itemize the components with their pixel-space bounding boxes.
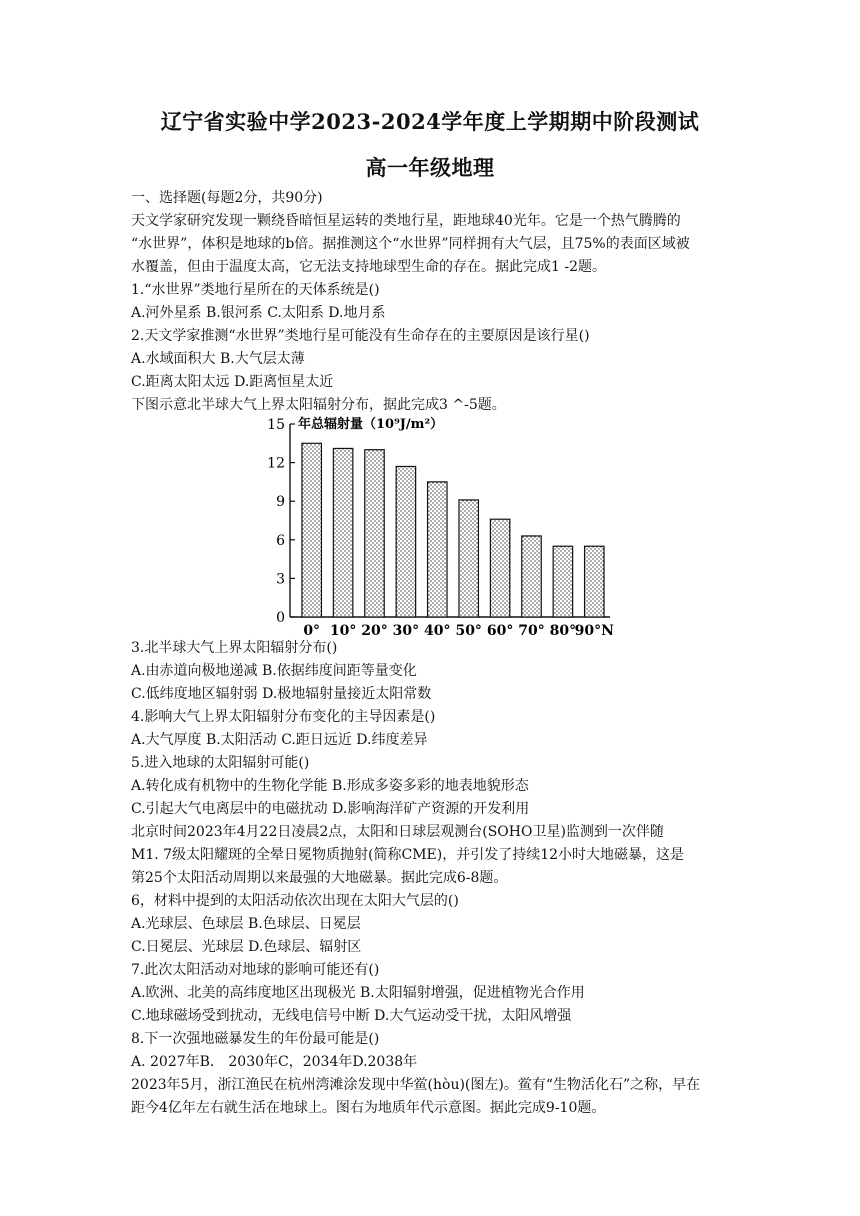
bar: [333, 448, 352, 617]
x-tick-label: 90°N: [574, 623, 614, 637]
document-subtitle: 高一年级地理: [365, 155, 495, 180]
y-tick-label: 9: [276, 494, 285, 511]
bar: [459, 500, 478, 617]
bar: [428, 482, 447, 617]
options-1: A.河外星系 B.银河系 C.太阳系 D.地月系: [131, 305, 386, 321]
question-block-2: [131, 637, 741, 1120]
x-tick-label: 20°: [361, 623, 388, 637]
text-line: 2023年5月，浙江渔民在杭州湾滩涂发现中华鲎(hòu)(图左)。鲎有“生物活化石”之称，早在: [131, 1077, 701, 1093]
options-6b: C.日冕层、光球层 D.色球层、辐射区: [131, 939, 362, 955]
y-tick-label: 0: [276, 610, 285, 626]
x-tick-label: 40°: [424, 623, 451, 637]
chart-title: 年总辐射量（10⁹J/m²）: [298, 417, 444, 432]
question-8: 8.下一次强地磁暴发生的年份最可能是(): [131, 1031, 380, 1047]
question-3: 3.北半球大气上界太阳辐射分布(): [131, 640, 338, 656]
options-5b: C.引起大气电离层中的电磁扰动 D.影响海洋矿产资源的开发利用: [131, 801, 530, 817]
question-5: 5.进入地球的太阳辐射可能(): [131, 755, 310, 771]
y-tick-label: 15: [267, 417, 285, 433]
y-tick-label: 6: [276, 532, 285, 549]
text-line: 天文学家研究发现一颗绕昏暗恒星运转的类地行星，距地球40光年。它是一个热气腾腾的: [131, 213, 681, 229]
x-tick-label: 80°: [549, 623, 577, 637]
text-line: M1. 7级太阳耀斑的全晕日冕物质抛射(简称CME)，并引发了持续12小时大地磁暴，这是: [131, 847, 685, 863]
options-2b: C.距离太阳太远 D.距离恒星太近: [131, 374, 334, 390]
options-3b: C.低纬度地区辐射弱 D.极地辐射量接近太阳常数: [131, 686, 432, 702]
question-1: 1.“水世界”类地行星所在的天体系统是(): [131, 282, 380, 298]
question-6: 6，材料中提到的太阳活动依次出现在太阳大气层的(): [131, 893, 459, 909]
x-tick-label: 50°: [455, 623, 482, 637]
bar: [396, 466, 415, 617]
options-6a: A.光球层、色球层 B.色球层、日冕层: [131, 916, 361, 932]
bar: [490, 519, 509, 617]
text-line: “水世界”，体积是地球的b倍。据推测这个“水世界”同样拥有大气层，且75%的表面区域被: [131, 236, 690, 252]
section-header: 一、选择题(每题2分，共90分): [131, 190, 323, 206]
x-tick-label: 60°: [486, 623, 514, 637]
question-2: 2.天文学家推测“水世界”类地行星可能没有生命存在的主要原因是该行星(): [131, 328, 590, 344]
y-tick-label: 3: [276, 571, 285, 588]
options-7a: A.欧洲、北美的高纬度地区出现极光 B.太阳辐射增强，促进植物光合作用: [131, 985, 585, 1001]
options-7b: C.地球磁场受到扰动，无线电信号中断 D.大气运动受干扰，太阳风增强: [131, 1008, 572, 1024]
text-line: 北京时间2023年4月22日凌晨2点，太阳和日球层观测台(SOHO卫星)监测到一次伴随: [131, 824, 664, 840]
x-tick-label: 0°: [303, 623, 321, 637]
text-line: 水覆盖，但由于温度太高，它无法支持地球型生命的存在。据此完成1 -2题。: [131, 259, 606, 275]
y-tick-label: 12: [267, 455, 285, 472]
question-7: 7.此次太阳活动对地球的影响可能还有(): [131, 962, 380, 978]
bar: [302, 443, 321, 617]
options-2a: A.水域面积大 B.大气层太薄: [131, 351, 305, 367]
solar-radiation-bar-chart: [250, 412, 620, 637]
x-tick-label: 30°: [392, 623, 420, 637]
question-4: 4.影响大气上界太阳辐射分布变化的主导因素是(): [131, 709, 436, 725]
chart-intro: 下图示意北半球大气上界太阳辐射分布，据此完成3 ^-5题。: [131, 397, 506, 413]
options-8: A. 2027年B． 2030年C，2034年D.2038年: [131, 1054, 418, 1070]
text-line: 距今4亿年左右就生活在地球上。图右为地质年代示意图。据此完成9-10题。: [131, 1100, 606, 1116]
bar: [522, 536, 541, 617]
document-title: 辽宁省实验中学2023-2024学年度上学期期中阶段测试: [160, 109, 700, 134]
options-5a: A.转化成有机物中的生物化学能 B.形成多姿多彩的地表地貌形态: [131, 778, 529, 794]
bar: [553, 546, 572, 617]
x-tick-label: 70°: [518, 623, 545, 637]
text-line: 第25个太阳活动周期以来最强的大地磁暴。据此完成6-8题。: [131, 870, 508, 886]
bar: [585, 546, 604, 617]
question-block-1: [131, 187, 741, 417]
options-4: A.大气厚度 B.太阳活动 C.距日远近 D.纬度差异: [131, 732, 428, 748]
options-3a: A.由赤道向极地递减 B.依据纬度间距等量变化: [131, 663, 417, 679]
x-tick-label: 10°: [329, 623, 357, 637]
bar: [365, 450, 384, 617]
